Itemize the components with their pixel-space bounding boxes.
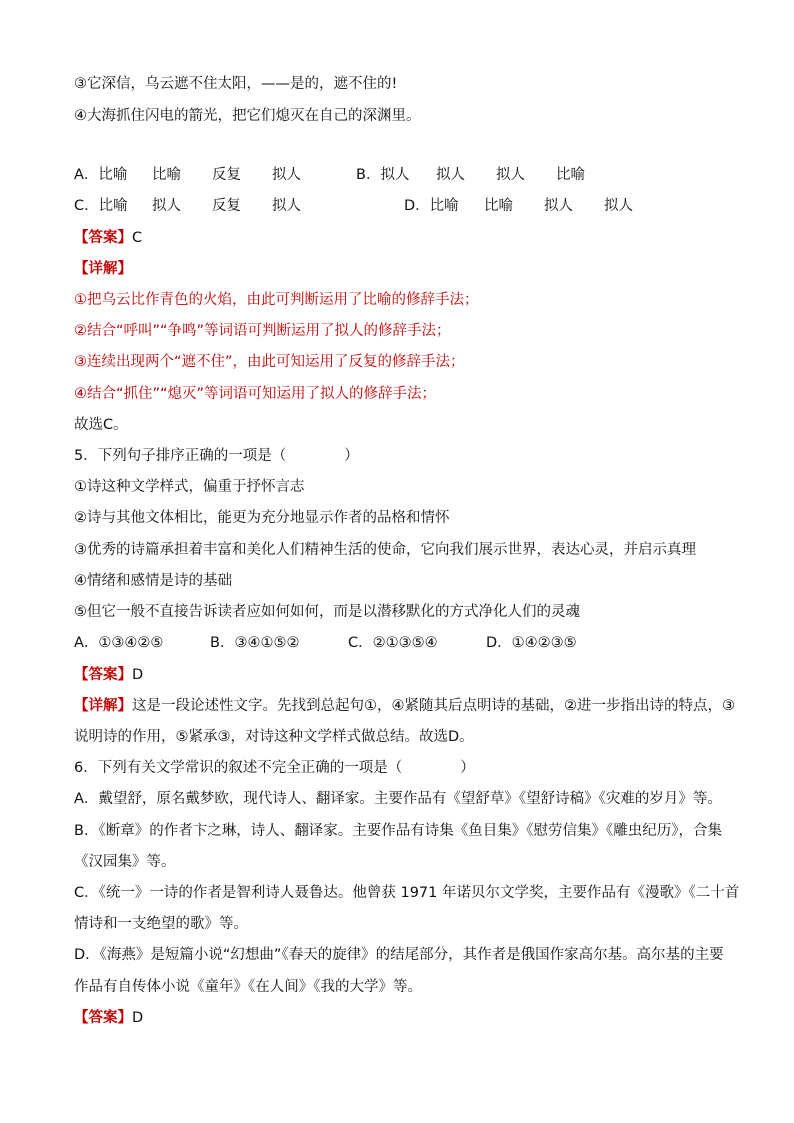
q4-option-b-1: B．拟人 bbox=[356, 167, 410, 183]
q5-options-row bbox=[74, 633, 734, 653]
q5-answer bbox=[74, 665, 734, 685]
q6-option-b-line-2: 《汉园集》等。 bbox=[74, 854, 176, 870]
q6-option-d-line-2: 作品有自传体小说《童年》《在人间》《我的大学》等。 bbox=[74, 979, 422, 995]
q4-conclusion: 故选C。 bbox=[74, 417, 128, 433]
q4-options-row-2 bbox=[74, 196, 734, 216]
answer-value: D bbox=[132, 1010, 144, 1026]
q4-option-d-3: 拟人 bbox=[544, 198, 573, 214]
q6-option-c-line-2: 情诗和一支绝望的歌》等。 bbox=[74, 916, 248, 932]
q4-option-a-3: 反复 bbox=[212, 167, 241, 183]
q4-options-row-1 bbox=[74, 165, 734, 185]
q4-option-a-1: A．比喻 bbox=[74, 167, 128, 183]
q4-option-b-3: 拟人 bbox=[496, 167, 525, 183]
detail-text: 这是一段论述性文字。先找到总起句①，④紧随其后点明诗的基础，②进一步指出诗的特点，③ bbox=[132, 698, 735, 714]
q4-item-4: ④大海抓住闪电的箭光，把它们熄灭在自己的深渊里。 bbox=[74, 108, 421, 124]
q5-item-1: ①诗这种文学样式，偏重于抒怀言志 bbox=[74, 479, 305, 495]
answer-label: 【答案】 bbox=[74, 1010, 132, 1026]
q4-option-d-2: 比喻 bbox=[484, 198, 513, 214]
q4-detail-line-1: ①把乌云比作青色的火焰，由此可判断运用了比喻的修辞手法； bbox=[74, 292, 479, 308]
q6-option-b-line-1: B．《断章》的作者卞之琳，诗人、翻译家。主要作品有诗集《鱼目集》《慰劳信集》《雕虫纪历》，合集 bbox=[74, 823, 722, 839]
q5-item-3: ③优秀的诗篇承担着丰富和美化人们精神生活的使命，它向我们展示世界，表达心灵，并启示真理 bbox=[74, 542, 696, 558]
q4-option-c-4: 拟人 bbox=[272, 198, 301, 214]
q4-detail-line-2: ②结合“呼叫”“争鸣”等词语可判断运用了拟人的修辞手法； bbox=[74, 323, 451, 339]
q4-option-c-1: C．比喻 bbox=[74, 198, 128, 214]
q4-answer bbox=[74, 228, 734, 248]
q4-detail-label bbox=[74, 259, 734, 279]
q4-option-a-2: 比喻 bbox=[152, 167, 181, 183]
q6-option-d-line-1: D．《海燕》是短篇小说“幻想曲”《春天的旋律》的结尾部分，其作者是俄国作家高尔基。高尔基的主要 bbox=[74, 947, 724, 963]
q5-item-2: ②诗与其他文体相比，能更为充分地显示作者的品格和情怀 bbox=[74, 510, 450, 526]
q6-question: 6．下列有关文学常识的叙述不完全正确的一项是（ ） bbox=[74, 760, 475, 776]
q4-option-d-1: D．比喻 bbox=[404, 198, 459, 214]
q6-answer bbox=[74, 1008, 734, 1028]
q4-option-a-4: 拟人 bbox=[272, 167, 301, 183]
q6-option-c-line-1: C．《统一》一诗的作者是智利诗人聂鲁达。他曾获 1971 年诺贝尔文学奖，主要作品有《漫歌》《二十首 bbox=[74, 885, 740, 901]
q5-question: 5．下列句子排序正确的一项是（ ） bbox=[74, 448, 359, 464]
q4-option-b-4: 比喻 bbox=[556, 167, 585, 183]
q4-item-3: ③它深信，乌云遮不住太阳，——是的，遮不住的! bbox=[74, 76, 398, 92]
q4-option-d-4: 拟人 bbox=[604, 198, 633, 214]
q5-detail-line-2: 说明诗的作用，⑤紧承③，对诗这种文学样式做总结。故选D。 bbox=[74, 729, 474, 745]
q5-option-d: D．①④②③⑤ bbox=[486, 635, 577, 651]
q5-option-a: A．①③④②⑤ bbox=[74, 635, 164, 651]
q4-option-c-2: 拟人 bbox=[152, 198, 181, 214]
answer-value: C bbox=[132, 230, 143, 246]
q4-option-c-3: 反复 bbox=[212, 198, 241, 214]
detail-label: 【详解】 bbox=[74, 261, 132, 277]
q5-item-5: ⑤但它一般不直接告诉读者应如何如何，而是以潜移默化的方式净化人们的灵魂 bbox=[74, 604, 580, 620]
detail-label: 【详解】 bbox=[74, 698, 132, 714]
q5-option-c: C．②①③⑤④ bbox=[348, 635, 438, 651]
q4-option-b-2: 拟人 bbox=[436, 167, 465, 183]
q6-option-a: A．戴望舒，原名戴梦欧，现代诗人、翻译家。主要作品有《望舒草》《望舒诗稿》《灾难的岁月》等。 bbox=[74, 791, 722, 807]
answer-label: 【答案】 bbox=[74, 230, 132, 246]
q5-option-b: B．③④①⑤② bbox=[210, 635, 300, 651]
q4-detail-line-3: ③连续出现两个“遮不住”，由此可知运用了反复的修辞手法； bbox=[74, 354, 465, 370]
answer-label: 【答案】 bbox=[74, 667, 132, 683]
q5-detail-line-1 bbox=[74, 696, 734, 716]
q5-item-4: ④情绪和感情是诗的基础 bbox=[74, 573, 232, 589]
q4-detail-line-4: ④结合“抓住”“熄灭”等词语可知运用了拟人的修辞手法； bbox=[74, 386, 437, 402]
answer-value: D bbox=[132, 667, 144, 683]
